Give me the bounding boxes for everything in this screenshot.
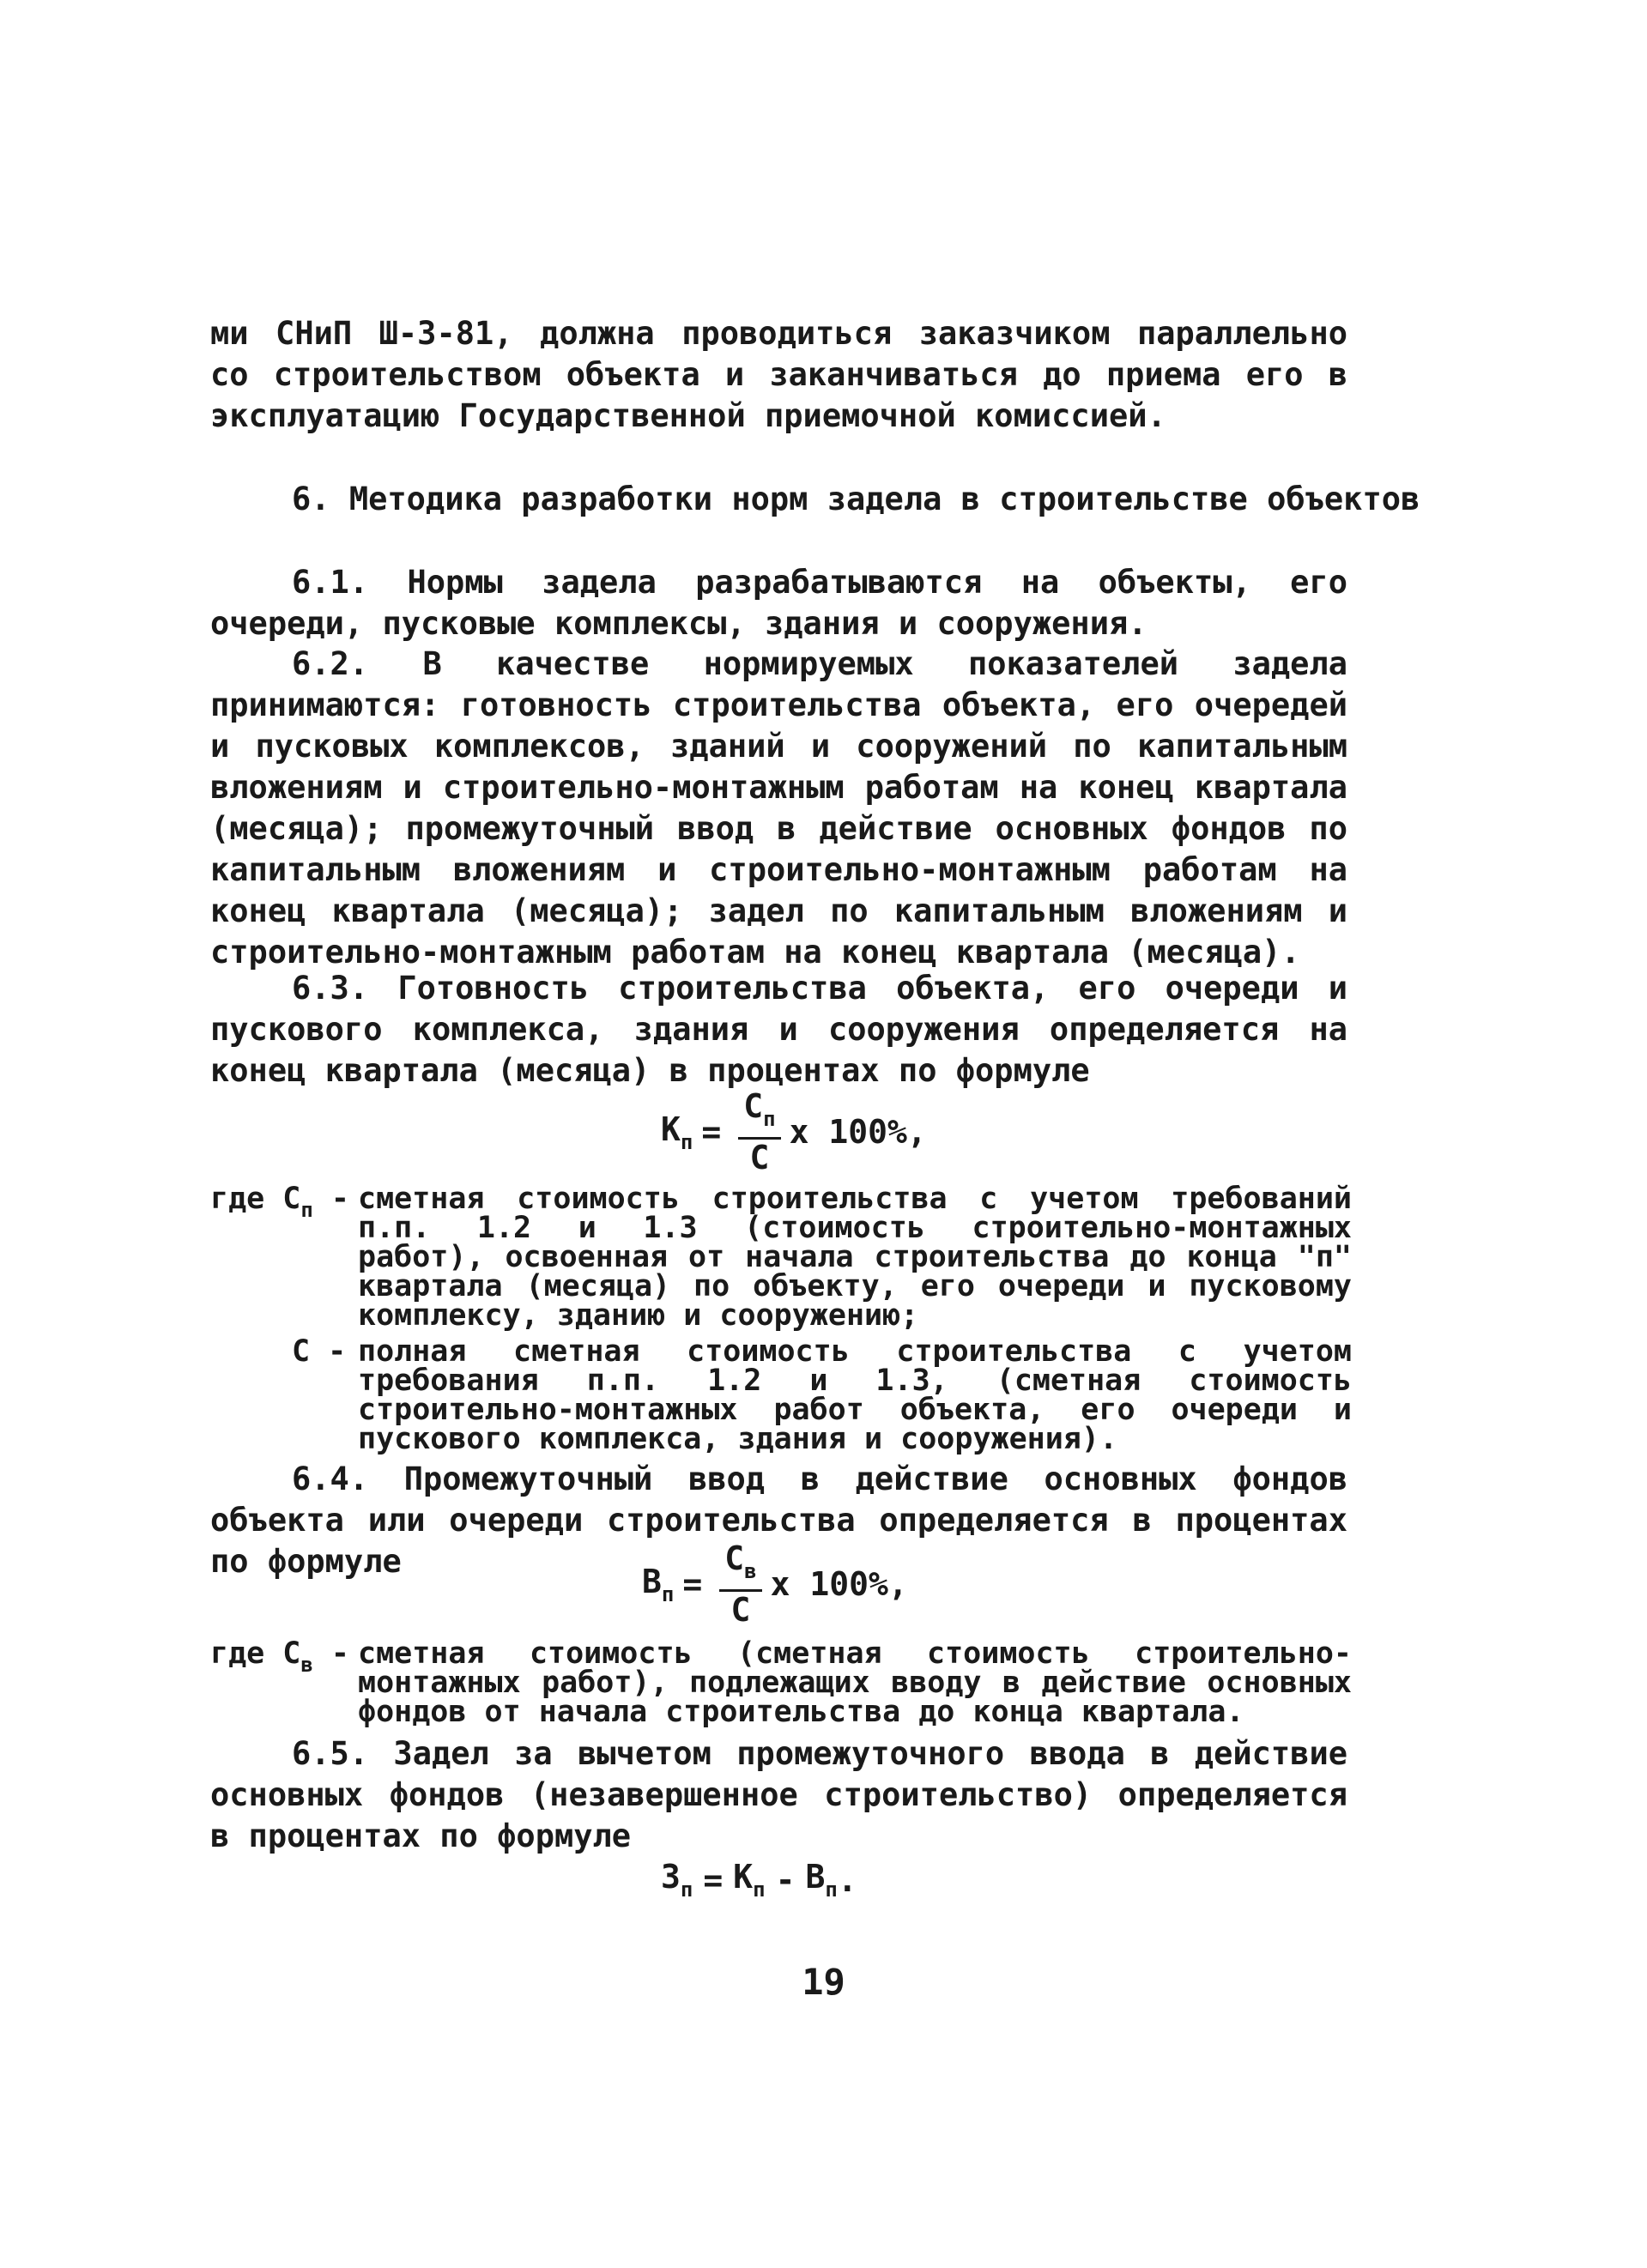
paragraph-6-3: 6.3. Готовность строительства объекта, его очереди и пускового комплекса, здания и сооружения определяется на конец квартала (месяца) в процентах по формуле: [210, 970, 1347, 1089]
definition-c: С - полная сметная стоимость строительства с учетом требования п.п. 1.2 и 1.3, (сметная стоимость строительно-монтажных работ объекта, его очереди и пускового комплекса, здания и сооружения).: [292, 1334, 1352, 1456]
paragraph-6-5: 6.5. Задел за вычетом промежуточного ввода в действие основных фондов (незавершенное строительство) определяется в процентах по формуле: [210, 1735, 1347, 1854]
formula-readiness: $К_п$ = $\frac{С_п}{С}$ х 100%,: [661, 1087, 927, 1176]
formula-fraction: $\frac{С_п}{С}$: [738, 1088, 780, 1176]
definition-cv: где $С_в$ - сметная стоимость (сметная стоимость строительно-монтажных работ), подлежащих вводу в действие основных фондов от начала строительства до конца квартала.: [210, 1636, 1352, 1729]
section-heading: 6. Методика разработки норм задела в строительстве объектов: [292, 481, 1420, 517]
formula-backlog: $З_п$ = $К_п$ - $В_п$ .: [661, 1858, 857, 1902]
paragraph-6-1: 6.1. Нормы задела разрабатываются на объекты, его очереди, пусковые комплексы, здания и сооружения.: [210, 564, 1347, 642]
paragraph-6-2: 6.2. В качестве нормируемых показателей задела принимаются: готовность строительства объекта, его очередей и пусковых комплексов, зданий и сооружений по капитальным вложениям и строительно-монтажным работам на конец квартала (месяца); промежуточный ввод в действие основных фондов по капитальным вложениям и строительно-монтажным работам на конец квартала (месяца); задел по капитальным вложениям и строительно-монтажным работам на конец квартала (месяца).: [210, 645, 1347, 971]
paragraph-6-4: 6.4. Промежуточный ввод в действие основных фондов объекта или очереди строительства определяется в процентах по формуле: [210, 1461, 1347, 1580]
formula-commissioning: $В_п$ = $\frac{С_в}{С}$ х 100%,: [642, 1539, 908, 1629]
formula-lhs: $К_п$: [661, 1110, 693, 1154]
intro-paragraph: ми СНиП Ш-3-81, должна проводиться заказчиком параллельно со строительством объекта и заканчиваться до приема его в эксплуатацию Государственной приемочной комиссией.: [210, 315, 1347, 434]
page-number: 19: [802, 1961, 845, 2003]
formula-lhs: $В_п$: [642, 1562, 675, 1606]
formula-fraction: $\frac{С_в}{С}$: [719, 1540, 761, 1628]
definition-cp: где $С_п$ - сметная стоимость строительства с учетом требований п.п. 1.2 и 1.3 (стоимость строительно-монтажных работ), освоенная от начала строительства до конца "п" квартала (месяца) по объекту, его очереди и пусковому комплексу, зданию и сооружению;: [210, 1182, 1352, 1333]
